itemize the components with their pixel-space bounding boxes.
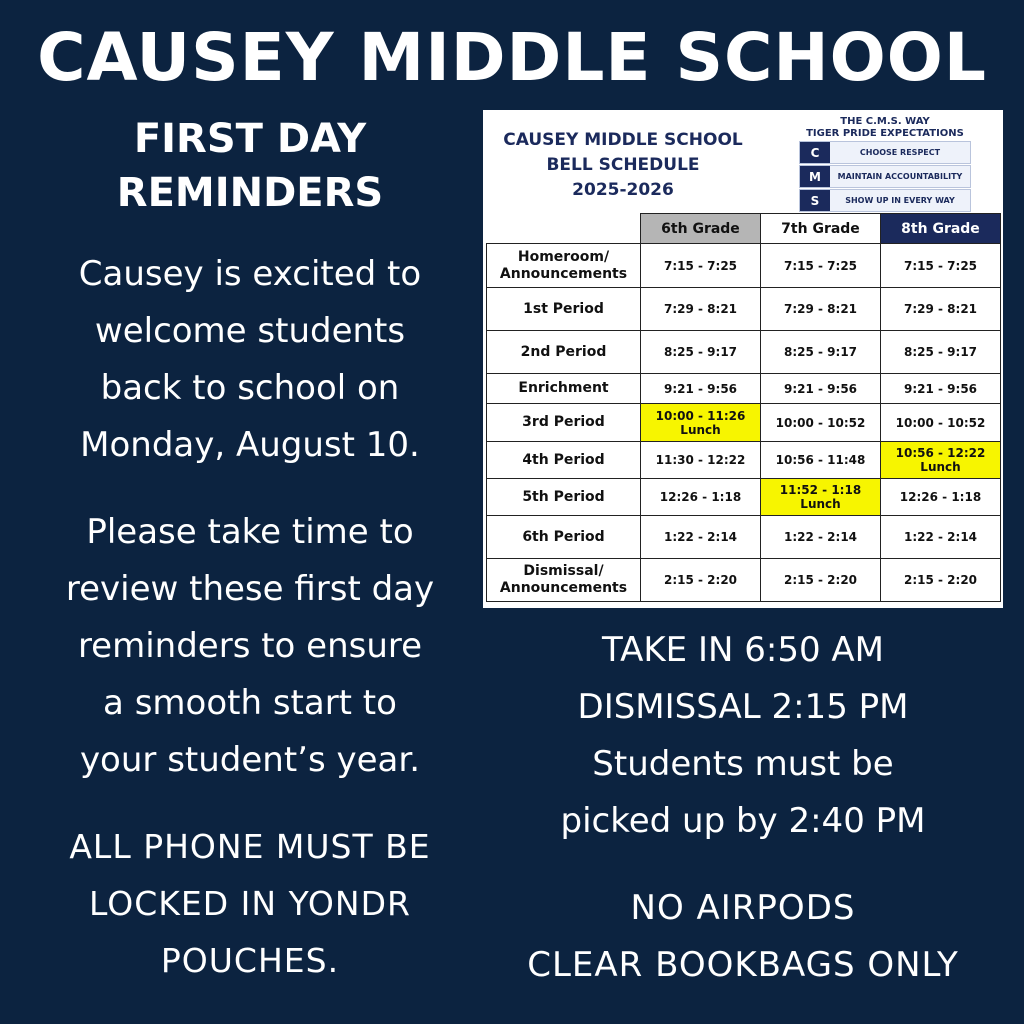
subtitle-line: REMINDERS	[116, 170, 384, 216]
schedule-title-line: CAUSEY MIDDLE SCHOOL	[503, 130, 743, 150]
time-cell: 12:26 - 1:18	[641, 479, 761, 516]
table-row	[487, 559, 1001, 602]
table-corner	[487, 214, 641, 244]
table-row	[487, 404, 1001, 442]
time-cell: 10:00 - 10:52	[881, 404, 1001, 442]
rules-paragraph	[488, 880, 998, 994]
period-label: 2nd Period	[487, 331, 641, 374]
time-cell: 1:22 - 2:14	[641, 516, 761, 559]
bell-schedule-table	[486, 213, 1001, 602]
time-cell: 8:25 - 9:17	[881, 331, 1001, 374]
period-label: 5th Period	[487, 479, 641, 516]
table-row	[487, 442, 1001, 479]
cms-letter: M	[800, 166, 830, 187]
subtitle-line: FIRST DAY	[133, 116, 367, 162]
table-row	[487, 288, 1001, 331]
text-line: picked up by 2:40 PM	[560, 801, 926, 841]
text-line: Monday, August 10.	[80, 425, 420, 465]
cms-heading-line: TIGER PRIDE EXPECTATIONS	[806, 128, 964, 139]
time-cell: 7:15 - 7:25	[881, 244, 1001, 288]
text-line: review these first day	[65, 569, 435, 609]
text-line: your student’s year.	[79, 740, 421, 780]
text-line: POUCHES.	[160, 941, 340, 980]
cms-heading-line: THE C.M.S. WAY	[840, 116, 930, 127]
table-row	[487, 244, 1001, 288]
text-line: Students must be	[592, 744, 894, 784]
time-cell: 10:56 - 11:48	[761, 442, 881, 479]
lunch-time-cell: 10:56 - 12:22 Lunch	[881, 442, 1001, 479]
time-cell: 7:29 - 8:21	[881, 288, 1001, 331]
text-line: reminders to ensure	[77, 626, 423, 666]
time-cell: 2:15 - 2:20	[881, 559, 1001, 602]
table-row	[487, 374, 1001, 404]
time-cell: 2:15 - 2:20	[761, 559, 881, 602]
cms-letter: C	[800, 142, 830, 163]
lunch-time-cell: 11:52 - 1:18 Lunch	[761, 479, 881, 516]
time-cell: 9:21 - 9:56	[881, 374, 1001, 404]
time-cell: 7:15 - 7:25	[761, 244, 881, 288]
bell-schedule-card	[483, 110, 1003, 608]
schedule-title-line: 2025-2026	[572, 180, 674, 200]
cms-row	[799, 189, 971, 212]
period-label: Homeroom/ Announcements	[487, 244, 641, 288]
page-title: CAUSEY MIDDLE SCHOOL	[37, 19, 987, 96]
text-line: welcome students	[94, 311, 406, 351]
cms-letter: S	[800, 190, 830, 211]
lunch-time-cell: 10:00 - 11:26 Lunch	[641, 404, 761, 442]
welcome-paragraph	[20, 246, 480, 474]
cms-way-box	[799, 116, 971, 212]
table-row	[487, 516, 1001, 559]
time-cell: 8:25 - 9:17	[761, 331, 881, 374]
time-cell: 11:30 - 12:22	[641, 442, 761, 479]
cms-text: CHOOSE RESPECT	[830, 142, 970, 163]
text-line: NO AIRPODS	[630, 888, 856, 928]
text-line: DISMISSAL 2:15 PM	[577, 687, 909, 727]
time-cell: 2:15 - 2:20	[641, 559, 761, 602]
time-cell: 9:21 - 9:56	[761, 374, 881, 404]
subtitle	[60, 112, 440, 220]
phone-policy-paragraph	[20, 818, 480, 989]
column-header-6th-grade: 6th Grade	[641, 214, 761, 244]
schedule-title-line: BELL SCHEDULE	[546, 155, 700, 175]
table-row	[487, 479, 1001, 516]
cms-way-heading	[799, 116, 971, 140]
timing-paragraph	[488, 622, 998, 850]
cms-row	[799, 165, 971, 188]
cms-text: MAINTAIN ACCOUNTABILITY	[830, 166, 970, 187]
period-label: Dismissal/ Announcements	[487, 559, 641, 602]
period-label: 4th Period	[487, 442, 641, 479]
column-header-7th-grade: 7th Grade	[761, 214, 881, 244]
time-cell: 7:29 - 8:21	[641, 288, 761, 331]
text-line: LOCKED IN YONDR	[89, 884, 411, 923]
table-row	[487, 331, 1001, 374]
column-header-8th-grade: 8th Grade	[881, 214, 1001, 244]
time-cell: 1:22 - 2:14	[761, 516, 881, 559]
review-paragraph	[20, 504, 480, 789]
schedule-title	[483, 128, 763, 203]
text-line: CLEAR BOOKBAGS ONLY	[527, 945, 959, 985]
cms-text: SHOW UP IN EVERY WAY	[830, 190, 970, 211]
text-line: Please take time to	[86, 512, 414, 552]
time-cell: 12:26 - 1:18	[881, 479, 1001, 516]
text-line: a smooth start to	[103, 683, 397, 723]
time-cell: 7:15 - 7:25	[641, 244, 761, 288]
text-line: TAKE IN 6:50 AM	[602, 630, 884, 670]
time-cell: 10:00 - 10:52	[761, 404, 881, 442]
period-label: Enrichment	[487, 374, 641, 404]
text-line: Causey is excited to	[78, 254, 422, 294]
time-cell: 7:29 - 8:21	[761, 288, 881, 331]
cms-row	[799, 141, 971, 164]
period-label: 3rd Period	[487, 404, 641, 442]
text-line: back to school on	[100, 368, 400, 408]
time-cell: 8:25 - 9:17	[641, 331, 761, 374]
period-label: 6th Period	[487, 516, 641, 559]
period-label: 1st Period	[487, 288, 641, 331]
time-cell: 9:21 - 9:56	[641, 374, 761, 404]
time-cell: 1:22 - 2:14	[881, 516, 1001, 559]
text-line: ALL PHONE MUST BE	[69, 827, 431, 866]
